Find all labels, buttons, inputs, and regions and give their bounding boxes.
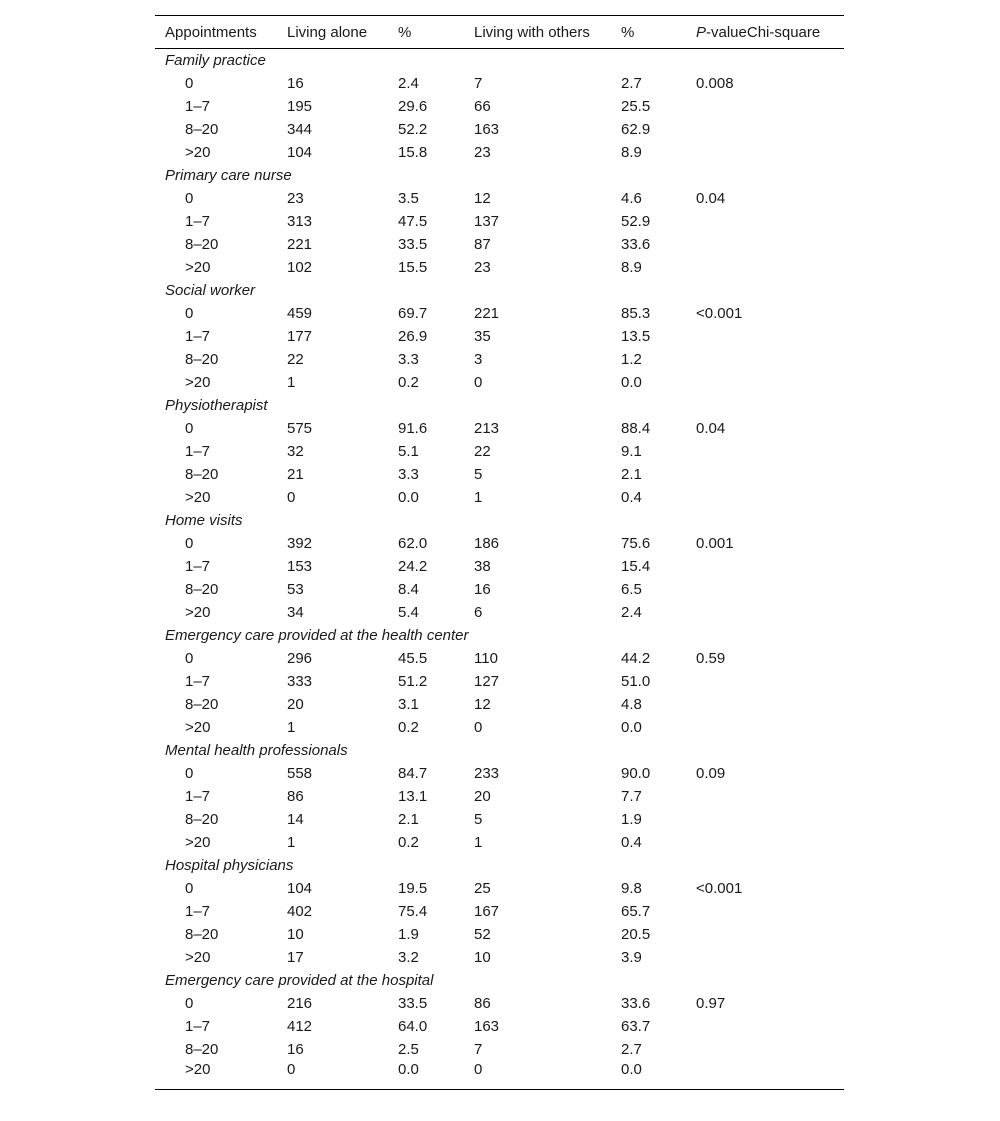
- cell-percent-alone: 26.9: [398, 328, 428, 345]
- cell-percent-alone: 3.3: [398, 351, 419, 368]
- cell-living-with-others: 35: [474, 328, 491, 345]
- table-row: [155, 578, 844, 601]
- cell-p-value: [686, 256, 844, 279]
- cell-p-value: [686, 210, 844, 233]
- cell-percent-alone: 75.4: [398, 903, 428, 920]
- group-row: [155, 969, 844, 992]
- cell-percent-alone: 2.1: [398, 811, 419, 828]
- cell-living-with-others: 10: [474, 949, 491, 966]
- cell-living-with-others: 12: [474, 696, 491, 713]
- table-row: [155, 440, 844, 463]
- cell-living-with-others: 3: [474, 351, 483, 368]
- appointments-table: [155, 15, 844, 1090]
- cell-percent-others: 2.7: [621, 1041, 642, 1058]
- table-row: [155, 532, 844, 555]
- cell-appointments: >20: [185, 834, 211, 851]
- cell-living-with-others: 0: [474, 374, 483, 391]
- cell-appointments: 0: [185, 650, 194, 667]
- cell-living-with-others: 163: [474, 121, 500, 138]
- cell-percent-others: 85.3: [621, 305, 651, 322]
- cell-appointments: 8–20: [185, 811, 219, 828]
- table-row: [155, 670, 844, 693]
- cell-p-value: [686, 348, 844, 371]
- cell-appointments: 0: [185, 535, 194, 552]
- cell-percent-others: 3.9: [621, 949, 642, 966]
- cell-percent-alone: 0.2: [398, 719, 419, 736]
- cell-living-with-others: 5: [474, 466, 483, 483]
- group-row: [155, 509, 844, 532]
- cell-percent-alone: 62.0: [398, 535, 428, 552]
- header-percent-alone: %: [388, 16, 464, 49]
- cell-living-alone: 0: [277, 1061, 388, 1090]
- cell-p-value: 0.97: [696, 995, 726, 1012]
- cell-p-value: [686, 1015, 844, 1038]
- cell-living-with-others: 20: [474, 788, 491, 805]
- cell-appointments: 1–7: [185, 1018, 211, 1035]
- cell-living-with-others: 23: [474, 259, 491, 276]
- cell-living-alone: 177: [287, 328, 313, 345]
- cell-percent-others: 2.4: [621, 604, 642, 621]
- group-row: [155, 394, 844, 417]
- cell-living-alone: 10: [287, 926, 304, 943]
- cell-appointments: >20: [185, 949, 211, 966]
- cell-living-with-others: 87: [474, 236, 491, 253]
- cell-percent-alone: 1.9: [398, 926, 419, 943]
- table-header: [155, 16, 844, 49]
- table-row: [155, 210, 844, 233]
- cell-appointments: 0: [185, 995, 194, 1012]
- table-row: [155, 95, 844, 118]
- header-percent-others: %: [611, 16, 686, 49]
- group-label: Primary care nurse: [165, 167, 292, 184]
- cell-living-alone: 0: [287, 489, 296, 506]
- cell-percent-alone: 8.4: [398, 581, 419, 598]
- cell-percent-others: 0.0: [621, 719, 642, 736]
- table-row: [155, 831, 844, 854]
- cell-p-value: [686, 785, 844, 808]
- cell-living-with-others: 66: [474, 98, 491, 115]
- table-row: [155, 923, 844, 946]
- table-row: [155, 417, 844, 440]
- table-row: [155, 601, 844, 624]
- table-row: [155, 348, 844, 371]
- cell-living-with-others: 110: [474, 650, 498, 667]
- table-row: [155, 808, 844, 831]
- cell-living-with-others: 127: [474, 673, 500, 690]
- header-row: [155, 16, 844, 49]
- cell-appointments: 0: [185, 305, 194, 322]
- group-label: Family practice: [165, 52, 266, 69]
- group-row: [155, 49, 844, 73]
- cell-appointments: 1–7: [185, 443, 211, 460]
- cell-living-alone: 313: [287, 213, 313, 230]
- table-row: [155, 693, 844, 716]
- table-row: [155, 555, 844, 578]
- cell-appointments: 8–20: [185, 351, 219, 368]
- cell-percent-alone: 3.1: [398, 696, 419, 713]
- cell-percent-others: 88.4: [621, 420, 651, 437]
- cell-living-alone: 20: [287, 696, 304, 713]
- cell-percent-others: 33.6: [621, 995, 651, 1012]
- group-label: Home visits: [165, 512, 243, 529]
- cell-p-value: [686, 95, 844, 118]
- cell-living-with-others: 186: [474, 535, 500, 552]
- cell-living-alone: 21: [287, 466, 304, 483]
- cell-appointments: 8–20: [185, 236, 219, 253]
- cell-percent-alone: 3.3: [398, 466, 419, 483]
- cell-living-alone: 86: [287, 788, 304, 805]
- cell-percent-alone: 2.5: [398, 1041, 419, 1058]
- header-p-rest: -valueChi-square: [706, 23, 821, 41]
- cell-living-alone: 16: [287, 75, 304, 92]
- cell-appointments: >20: [185, 374, 211, 391]
- cell-living-alone: 153: [287, 558, 313, 575]
- cell-percent-others: 52.9: [621, 213, 651, 230]
- cell-living-with-others: 1: [474, 834, 483, 851]
- cell-living-with-others: 23: [474, 144, 491, 161]
- cell-living-alone: 575: [287, 420, 313, 437]
- cell-p-value: [686, 923, 844, 946]
- cell-living-alone: 17: [287, 949, 304, 966]
- table-row: [155, 233, 844, 256]
- cell-appointments: 1–7: [185, 903, 211, 920]
- table-row: [155, 302, 844, 325]
- cell-percent-others: 13.5: [621, 328, 651, 345]
- cell-percent-alone: 51.2: [398, 673, 428, 690]
- cell-p-value: 0.001: [696, 535, 734, 552]
- cell-percent-alone: 5.1: [398, 443, 419, 460]
- cell-living-alone: 412: [287, 1018, 313, 1035]
- cell-living-with-others: 38: [474, 558, 491, 575]
- table-row: [155, 256, 844, 279]
- cell-p-value: [686, 693, 844, 716]
- cell-appointments: 0: [185, 75, 194, 92]
- cell-percent-others: 4.8: [621, 696, 642, 713]
- group-row: [155, 624, 844, 647]
- cell-living-alone: 558: [287, 765, 313, 782]
- cell-living-alone: 14: [287, 811, 304, 828]
- cell-p-value: [686, 1038, 844, 1061]
- cell-living-with-others: 12: [474, 190, 491, 207]
- cell-percent-others: 7.7: [621, 788, 642, 805]
- cell-percent-others: 8.9: [621, 144, 642, 161]
- group-row: [155, 854, 844, 877]
- cell-living-alone: 459: [287, 305, 313, 322]
- cell-living-alone: 53: [287, 581, 304, 598]
- cell-percent-alone: 33.5: [398, 995, 428, 1012]
- cell-percent-others: 0.4: [621, 489, 642, 506]
- cell-appointments: 8–20: [185, 466, 219, 483]
- cell-percent-others: 15.4: [621, 558, 651, 575]
- table-row: [155, 118, 844, 141]
- cell-percent-alone: 2.4: [398, 75, 419, 92]
- cell-p-value: [686, 463, 844, 486]
- header-living-with-others: Living with others: [464, 16, 611, 49]
- table-row: [155, 1038, 844, 1061]
- cell-percent-alone: 47.5: [398, 213, 428, 230]
- cell-p-value: [686, 1061, 844, 1090]
- group-row: [155, 164, 844, 187]
- table-row: [155, 992, 844, 1015]
- cell-percent-alone: 24.2: [398, 558, 428, 575]
- cell-percent-alone: 13.1: [398, 788, 428, 805]
- cell-living-with-others: 22: [474, 443, 491, 460]
- cell-living-alone: 102: [287, 259, 313, 276]
- cell-appointments: >20: [185, 719, 211, 736]
- cell-percent-alone: 19.5: [398, 880, 428, 897]
- cell-p-value: [686, 141, 844, 164]
- cell-percent-others: 2.1: [621, 466, 642, 483]
- table-row: [155, 141, 844, 164]
- cell-percent-alone: 5.4: [398, 604, 419, 621]
- cell-percent-alone: 3.2: [398, 949, 419, 966]
- group-label: Physiotherapist: [165, 397, 268, 414]
- cell-living-with-others: 167: [474, 903, 500, 920]
- cell-appointments: 1–7: [185, 558, 211, 575]
- cell-percent-others: 25.5: [621, 98, 651, 115]
- header-appointments: Appointments: [155, 16, 277, 49]
- cell-percent-others: 4.6: [621, 190, 642, 207]
- cell-percent-alone: 15.8: [398, 144, 428, 161]
- table-row: [155, 716, 844, 739]
- cell-percent-alone: 29.6: [398, 98, 428, 115]
- cell-appointments: 0: [185, 880, 194, 897]
- cell-living-with-others: 163: [474, 1018, 500, 1035]
- cell-percent-others: 8.9: [621, 259, 642, 276]
- cell-appointments: 8–20: [185, 926, 219, 943]
- table-row: [155, 647, 844, 670]
- cell-living-with-others: 52: [474, 926, 491, 943]
- cell-living-alone: 344: [287, 121, 313, 138]
- cell-living-alone: 195: [287, 98, 313, 115]
- cell-living-alone: 216: [287, 995, 313, 1012]
- cell-percent-others: 65.7: [621, 903, 651, 920]
- cell-appointments: 0: [185, 765, 194, 782]
- cell-appointments: 8–20: [185, 581, 219, 598]
- cell-percent-alone: 0.2: [398, 374, 419, 391]
- cell-p-value: [686, 233, 844, 256]
- cell-percent-others: 1.2: [621, 351, 642, 368]
- cell-living-alone: 34: [287, 604, 304, 621]
- cell-living-alone: 104: [287, 880, 313, 897]
- cell-living-alone: 23: [287, 190, 304, 207]
- group-label: Hospital physicians: [165, 857, 294, 874]
- cell-appointments: >20: [185, 259, 211, 276]
- cell-appointments: 1–7: [185, 98, 211, 115]
- cell-living-with-others: 16: [474, 581, 491, 598]
- cell-p-value: [686, 670, 844, 693]
- cell-living-alone: 32: [287, 443, 304, 460]
- cell-living-alone: 22: [287, 351, 304, 368]
- cell-percent-others: 63.7: [621, 1018, 651, 1035]
- cell-appointments: >20: [185, 604, 211, 621]
- cell-appointments: >20: [185, 489, 211, 506]
- cell-living-with-others: 0: [464, 1061, 611, 1090]
- cell-percent-others: 2.7: [621, 75, 642, 92]
- cell-p-value: 0.008: [696, 75, 734, 92]
- cell-living-with-others: 0: [474, 719, 483, 736]
- group-row: [155, 279, 844, 302]
- cell-living-alone: 1: [287, 834, 296, 851]
- table-row: [155, 1061, 844, 1090]
- table-row: [155, 371, 844, 394]
- table-row: [155, 325, 844, 348]
- cell-appointments: 8–20: [185, 696, 219, 713]
- cell-p-value: [686, 325, 844, 348]
- cell-living-alone: 333: [287, 673, 313, 690]
- cell-percent-alone: 15.5: [398, 259, 428, 276]
- cell-living-alone: 402: [287, 903, 313, 920]
- cell-p-value: [686, 946, 844, 969]
- cell-p-value: [686, 716, 844, 739]
- cell-living-with-others: 1: [474, 489, 483, 506]
- cell-living-with-others: 213: [474, 420, 500, 437]
- cell-living-alone: 1: [287, 374, 296, 391]
- cell-percent-alone: 64.0: [398, 1018, 428, 1035]
- cell-living-with-others: 5: [474, 811, 483, 828]
- cell-percent-alone: 45.5: [398, 650, 428, 667]
- cell-p-value: [686, 578, 844, 601]
- cell-percent-others: 9.1: [621, 443, 642, 460]
- group-row: [155, 739, 844, 762]
- table-row: [155, 877, 844, 900]
- cell-appointments: >20: [185, 144, 211, 161]
- cell-percent-alone: 0.0: [398, 489, 419, 506]
- cell-percent-others: 1.9: [621, 811, 642, 828]
- cell-percent-others: 75.6: [621, 535, 651, 552]
- table-row: [155, 187, 844, 210]
- cell-living-with-others: 25: [474, 880, 491, 897]
- cell-p-value: <0.001: [696, 880, 743, 897]
- cell-p-value: 0.04: [696, 190, 726, 207]
- cell-p-value: [686, 440, 844, 463]
- cell-appointments: 8–20: [185, 121, 219, 138]
- cell-percent-alone: 52.2: [398, 121, 428, 138]
- table-body: [155, 49, 844, 1090]
- group-label: Mental health professionals: [165, 742, 348, 759]
- cell-p-value: [686, 486, 844, 509]
- cell-p-value: [686, 555, 844, 578]
- cell-living-alone: 16: [287, 1041, 304, 1058]
- cell-appointments: 0: [185, 190, 194, 207]
- cell-appointments: >20: [155, 1061, 277, 1090]
- cell-p-value: [686, 808, 844, 831]
- cell-p-value: [686, 831, 844, 854]
- cell-living-alone: 296: [287, 650, 313, 667]
- cell-appointments: 0: [185, 420, 194, 437]
- cell-living-alone: 1: [287, 719, 296, 736]
- table-row: [155, 486, 844, 509]
- cell-percent-others: 0.4: [621, 834, 642, 851]
- cell-percent-others: 0.0: [611, 1061, 686, 1090]
- cell-living-alone: 221: [287, 236, 313, 253]
- cell-p-value: 0.59: [696, 650, 726, 667]
- cell-appointments: 1–7: [185, 213, 211, 230]
- cell-p-value: [686, 900, 844, 923]
- cell-percent-others: 90.0: [621, 765, 651, 782]
- cell-percent-others: 62.9: [621, 121, 651, 138]
- cell-living-with-others: 6: [474, 604, 483, 621]
- cell-living-with-others: 233: [474, 765, 500, 782]
- cell-p-value: [686, 601, 844, 624]
- cell-percent-alone: 33.5: [398, 236, 428, 253]
- table-row: [155, 1015, 844, 1038]
- cell-percent-others: 6.5: [621, 581, 642, 598]
- cell-appointments: 8–20: [185, 1041, 219, 1058]
- table-row: [155, 900, 844, 923]
- table-row: [155, 72, 844, 95]
- cell-living-alone: 104: [287, 144, 313, 161]
- cell-living-with-others: 221: [474, 305, 500, 322]
- table-row: [155, 463, 844, 486]
- cell-living-with-others: 7: [474, 75, 483, 92]
- cell-percent-alone: 0.2: [398, 834, 419, 851]
- group-label: Emergency care provided at the health center: [165, 627, 469, 644]
- cell-appointments: 1–7: [185, 328, 211, 345]
- cell-appointments: 1–7: [185, 673, 211, 690]
- cell-percent-alone: 3.5: [398, 190, 419, 207]
- cell-percent-others: 9.8: [621, 880, 642, 897]
- cell-appointments: 1–7: [185, 788, 211, 805]
- cell-p-value: 0.04: [696, 420, 726, 437]
- cell-p-value: [686, 118, 844, 141]
- cell-percent-others: 20.5: [621, 926, 651, 943]
- cell-p-value: [686, 371, 844, 394]
- cell-percent-others: 33.6: [621, 236, 651, 253]
- cell-living-with-others: 86: [474, 995, 491, 1012]
- table-row: [155, 762, 844, 785]
- header-living-alone: Living alone: [277, 16, 388, 49]
- cell-percent-alone: 84.7: [398, 765, 428, 782]
- cell-percent-others: 44.2: [621, 650, 651, 667]
- cell-percent-others: 0.0: [621, 374, 642, 391]
- header-p-value: [686, 16, 844, 49]
- cell-p-value: 0.09: [696, 765, 726, 782]
- header-p-italic: P: [696, 23, 707, 41]
- cell-percent-others: 51.0: [621, 673, 651, 690]
- cell-living-with-others: 137: [474, 213, 500, 230]
- table-row: [155, 785, 844, 808]
- table-row: [155, 946, 844, 969]
- cell-percent-alone: 0.0: [388, 1061, 464, 1090]
- cell-living-with-others: 7: [474, 1041, 483, 1058]
- group-label: Social worker: [165, 282, 256, 299]
- cell-living-alone: 392: [287, 535, 313, 552]
- cell-p-value: <0.001: [696, 305, 743, 322]
- cell-percent-alone: 91.6: [398, 420, 428, 437]
- group-label: Emergency care provided at the hospital: [165, 972, 434, 989]
- cell-percent-alone: 69.7: [398, 305, 428, 322]
